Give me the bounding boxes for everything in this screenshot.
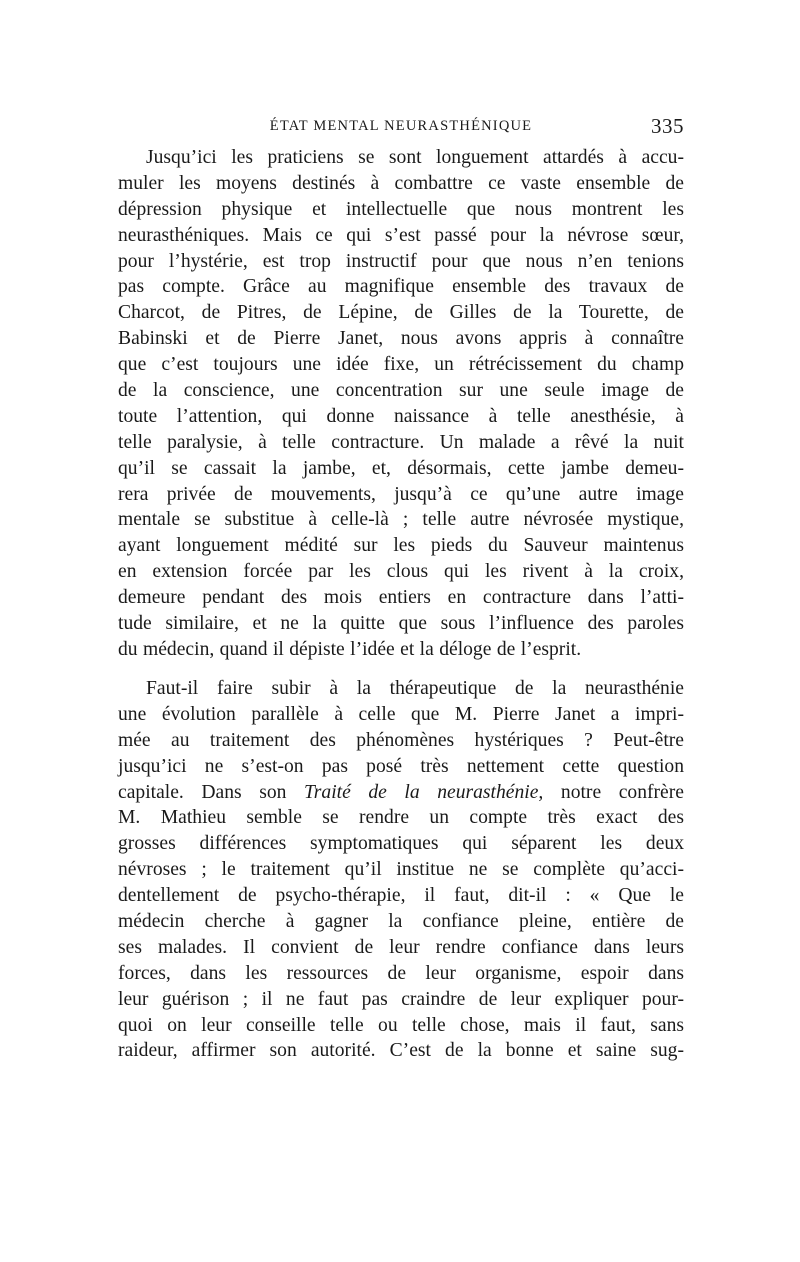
text-line: forces, dans les ressources de leur organisme, espoir dans	[118, 962, 684, 984]
text-line: Jusqu’ici les praticiens se sont longuement attardés à accu-	[146, 147, 684, 168]
text-line: rera privée de mouvements, jusqu’à ce qu’une autre image	[118, 483, 684, 505]
text-line: pour l’hystérie, est trop instructif pour que nous n’en tenions	[118, 250, 684, 272]
text-line: tude similaire, et ne la quitte que sous l’influence des paroles	[118, 613, 684, 635]
text-line: médecin cherche à gagner la confiance pleine, entière de	[118, 911, 684, 933]
text-line: Faut-il faire subir à la thérapeutique de la neurasthénie	[146, 678, 684, 699]
page-number: 335	[651, 114, 684, 138]
text-line: grosses différences symptomatiques qui séparent les deux	[118, 833, 684, 855]
book-title: Traité de la neurasthénie,	[303, 781, 544, 803]
text-line: muler les moyens destinés à combattre ce vaste ensemble de	[118, 172, 684, 194]
text-line: mentale se substitue à celle-là ; telle autre névrosée mystique,	[118, 509, 684, 531]
running-head	[118, 114, 684, 138]
text-line: névroses ; le traitement qu’il institue ne se complète qu’acci-	[118, 859, 684, 881]
text-line: raideur, affirmer son autorité. C’est de la bonne et saine sug-	[118, 1040, 684, 1062]
text-line: du médecin, quand il dépiste l’idée et la déloge de l’esprit.	[118, 638, 582, 660]
running-title: ÉTAT MENTAL NEURASTHÉNIQUE	[269, 118, 533, 134]
text-line: toute l’attention, qui donne naissance à telle anesthésie, à	[118, 405, 684, 427]
text-line: qu’il se cassait la jambe, et, désormais, cette jambe demeu-	[118, 457, 684, 479]
text-line: Babinski et de Pierre Janet, nous avons appris à connaître	[118, 328, 684, 350]
text-line: leur guérison ; il ne faut pas craindre de leur expliquer pour-	[118, 988, 684, 1010]
text-run: notre confrère	[560, 781, 684, 803]
text-line: telle paralysie, à telle contracture. Un malade a rêvé la nuit	[118, 431, 684, 453]
text-line: une évolution parallèle à celle que M. Pierre Janet a impri-	[118, 703, 684, 725]
text-line: neurasthéniques. Mais ce qui s’est passé pour la névrose sœur,	[118, 224, 684, 246]
text-line: mée au traitement des phénomènes hystériques ? Peut-être	[118, 729, 684, 751]
text-line: M. Mathieu semble se rendre un compte très exact des	[118, 807, 684, 829]
text-run: capitale. Dans son	[118, 781, 287, 803]
text-line: pas compte. Grâce au magnifique ensemble des travaux de	[118, 276, 684, 298]
text-line: ayant longuement médité sur les pieds du Sauveur maintenus	[118, 535, 684, 557]
text-line: en extension forcée par les clous qui les rivent à la croix,	[118, 561, 684, 583]
text-line: ses malades. Il convient de leur rendre confiance dans leurs	[118, 936, 684, 958]
paragraph	[118, 145, 684, 663]
text-line: demeure pendant des mois entiers en contracture dans l’atti-	[118, 587, 684, 609]
text-line: dépression physique et intellectuelle que nous montrent les	[118, 198, 684, 220]
text-line: Charcot, de Pitres, de Lépine, de Gilles de la Tourette, de	[118, 302, 684, 324]
text-line-with-title	[118, 780, 684, 806]
paragraph	[118, 676, 684, 1064]
text-line: quoi on leur conseille telle ou telle chose, mais il faut, sans	[118, 1014, 684, 1036]
text-line: jusqu’ici ne s’est-on pas posé très nettement cette question	[118, 755, 684, 777]
text-line: que c’est toujours une idée fixe, un rétrécissement du champ	[118, 354, 684, 376]
text-line: de la conscience, une concentration sur une seule image de	[118, 380, 684, 402]
text-line: dentellement de psycho-thérapie, il faut, dit-il : « Que le	[118, 885, 684, 907]
